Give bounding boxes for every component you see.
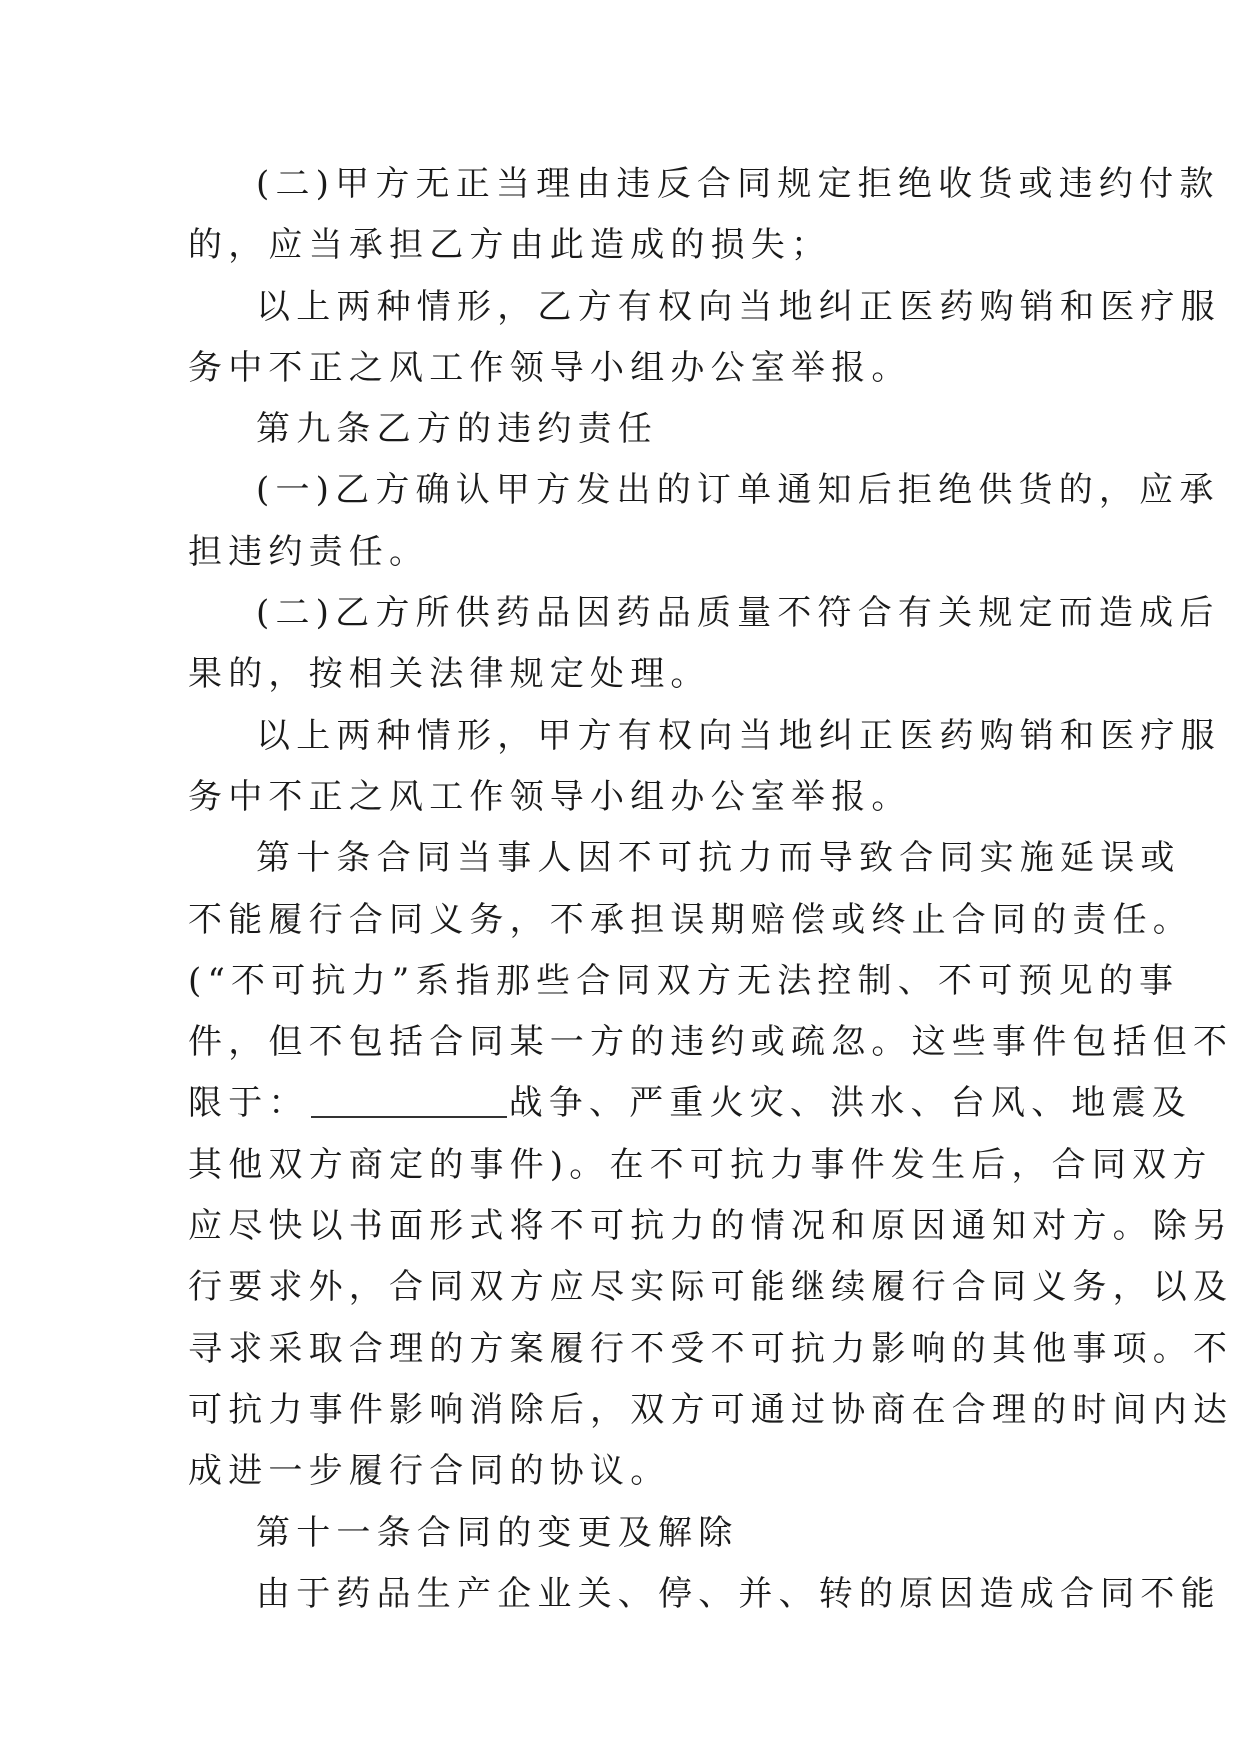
text-line: 应尽快以书面形式将不可抗力的情况和原因通知对方。除另 [188, 1206, 1234, 1247]
paragraph-report-right-party-a [188, 706, 1221, 829]
paragraph-clause-8-2 [188, 154, 1220, 277]
text-line: (二)乙方所供药品因药品质量不符合有关规定而造成后 [256, 593, 1220, 634]
text-fragment: 战争、严重火灾、洪水、台风、地震及 [508, 1083, 1193, 1124]
text-line: (一)乙方确认甲方发出的订单通知后拒绝供货的，应承 [256, 470, 1220, 511]
text-line: 件，但不包括合同某一方的违约或疏忽。这些事件包括但不 [188, 1022, 1234, 1063]
text-line: 务中不正之风工作领导小组办公室举报。 [188, 347, 912, 388]
text-line: 可抗力事件影响消除后，双方可通过协商在合理的时间内达 [188, 1389, 1234, 1430]
article-heading: 第九条乙方的违约责任 [256, 409, 658, 450]
text-line: (二)甲方无正当理由违反合同规定拒绝收货或违约付款 [256, 164, 1220, 204]
paragraph-clause-9-2 [188, 583, 1220, 706]
paragraph-article-11-body [188, 1564, 1221, 1625]
text-line: 的，应当承担乙方由此造成的损失； [188, 225, 832, 266]
text-line: 成进一步履行合同的协议。 [188, 1451, 671, 1492]
text-line: 行要求外，合同双方应尽实际可能继续履行合同义务，以及 [188, 1267, 1234, 1308]
text-fragment: 限于： [188, 1083, 309, 1124]
text-line: 担违约责任。 [188, 531, 430, 572]
heading-article-11 [188, 1503, 1054, 1564]
text-line-with-blank [188, 1073, 1193, 1134]
text-line: 第十条合同当事人因不可抗力而导致合同实施延误或 [256, 838, 1181, 879]
fill-in-blank [311, 1086, 507, 1118]
paragraph-article-10-force-majeure [188, 828, 1234, 1502]
text-line: 务中不正之风工作领导小组办公室举报。 [188, 776, 912, 817]
text-line: (“不可抗力”系指那些合同双方无法控制、不可预见的事 [188, 960, 1180, 1001]
heading-article-9 [188, 399, 1054, 460]
text-line: 由于药品生产企业关、停、并、转的原因造成合同不能 [256, 1573, 1221, 1614]
text-line: 不能履行合同义务，不承担误期赔偿或终止合同的责任。 [188, 899, 1193, 940]
document-body [188, 154, 1234, 1625]
article-heading: 第十一条合同的变更及解除 [256, 1512, 739, 1553]
paragraph-report-right-party-b [188, 277, 1221, 400]
text-line: 以上两种情形，乙方有权向当地纠正医药购销和医疗服 [256, 286, 1221, 327]
text-line: 果的，按相关法律规定处理。 [188, 654, 711, 695]
text-line: 以上两种情形，甲方有权向当地纠正医药购销和医疗服 [256, 715, 1221, 756]
paragraph-clause-9-1 [188, 460, 1220, 583]
text-line: 其他双方商定的事件)。在不可抗力事件发生后，合同双方 [188, 1144, 1213, 1185]
text-line: 寻求采取合理的方案履行不受不可抗力影响的其他事项。不 [188, 1328, 1234, 1369]
